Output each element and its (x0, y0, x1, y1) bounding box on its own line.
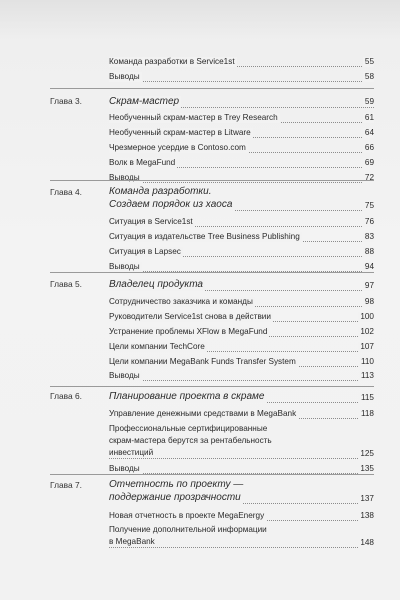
chapter-label: Глава 6. (50, 391, 82, 401)
toc-entry-page: 118 (360, 409, 374, 418)
chapter-title-line2: поддержание прозрачности (109, 492, 241, 503)
chapter-title: Планирование проекта в скраме (109, 391, 265, 402)
leader-dots (109, 547, 374, 548)
toc-entry-page: 64 (364, 128, 374, 137)
toc-entry-title: Ситуация в издательстве Tree Business Publishing (109, 232, 300, 241)
toc-entry-page: 58 (364, 72, 374, 81)
toc-entry-title: Необученный скрам-мастер в Litware (109, 128, 251, 137)
chapter-divider (50, 272, 374, 273)
chapter-divider (50, 180, 374, 181)
toc-entry-page: 66 (364, 143, 374, 152)
toc-entry-title: Устранение проблемы XFlow в MegaFund (109, 327, 268, 336)
toc-entry-page: 98 (364, 297, 374, 306)
toc-entry-title: Управление денежными средствами в MegaBank (109, 409, 297, 418)
toc-entry-page: 110 (360, 357, 374, 366)
toc-entry-title-line3: инвестиций (109, 448, 154, 457)
toc-entry-page: 107 (360, 342, 374, 351)
toc-entry-page: 88 (364, 247, 374, 256)
toc-entry-title: Выводы (109, 464, 140, 473)
chapter-page: 97 (364, 281, 374, 290)
toc-entry-title-line2: в MegaBank (109, 537, 155, 546)
toc-entry-title-line1: Профессиональные сертифицированные (109, 424, 268, 433)
toc-entry-title: Выводы (109, 72, 140, 81)
toc-entry-page: 94 (364, 262, 374, 271)
chapter-page: 115 (360, 393, 374, 402)
toc-entry-title: Ситуация в Lapsec (109, 247, 181, 256)
chapter-page: 75 (364, 201, 374, 210)
leader-dots (109, 458, 374, 459)
toc-entry-page: 83 (364, 232, 374, 241)
chapter-title: Команда разработки. (109, 186, 212, 197)
chapter-label: Глава 5. (50, 279, 82, 289)
toc-entry-title: Цели компании MegaBank Funds Transfer System (109, 357, 296, 366)
toc-entry-page: 102 (360, 327, 374, 336)
toc-entry-title: Волк в MegaFund (109, 158, 176, 167)
toc-entry-title: Ситуация в Service1st (109, 217, 193, 226)
toc-entry-title: Выводы (109, 173, 140, 182)
toc-entry-page: 100 (360, 312, 374, 321)
toc-entry-title: Выводы (109, 262, 140, 271)
chapter-divider (50, 386, 374, 387)
toc-entry-page: 113 (360, 371, 374, 380)
chapter-page: 59 (364, 97, 374, 106)
toc-entry-title-line1: Получение дополнительной информации (109, 525, 267, 534)
page-shadow (0, 0, 400, 40)
toc-entry-title-line2: скрам-мастера берутся за рентабельность (109, 436, 272, 445)
toc-entry-title: Руководители Service1st снова в действии (109, 312, 271, 321)
toc-entry-title: Чрезмерное усердие в Contoso.com (109, 143, 246, 152)
chapter-title-line2: Создаем порядок из хаоса (109, 199, 233, 210)
toc-entry-title: Новая отчетность в проекте MegaEnergy (109, 511, 265, 520)
leader-dots (109, 380, 374, 381)
toc-entry-title: Цели компании TechCore (109, 342, 205, 351)
toc-entry-page: 125 (360, 449, 374, 458)
toc-entry-page: 148 (360, 538, 374, 547)
toc-entry-title: Необученный скрам-мастер в Trey Research (109, 113, 278, 122)
chapter-page: 137 (360, 494, 374, 503)
toc-entry-page: 72 (364, 173, 374, 182)
toc-entry-page: 135 (360, 464, 374, 473)
chapter-label: Глава 4. (50, 187, 82, 197)
toc-entry-page: 61 (364, 113, 374, 122)
toc-entry-title: Выводы (109, 371, 140, 380)
chapter-title: Отчетность по проекту — (109, 479, 244, 490)
chapter-label: Глава 7. (50, 480, 82, 490)
toc-entry-page: 138 (360, 511, 374, 520)
chapter-divider (50, 474, 374, 475)
toc-entry-page: 55 (364, 57, 374, 66)
chapter-label: Глава 3. (50, 96, 82, 106)
toc-entry-page: 69 (364, 158, 374, 167)
chapter-divider (50, 88, 374, 89)
toc-entry-title: Команда разработки в Service1st (109, 57, 235, 66)
toc-entry-page: 76 (364, 217, 374, 226)
toc-entry-title: Сотрудничество заказчика и команды (109, 297, 253, 306)
leader-dots (109, 81, 374, 82)
chapter-title: Скрам-мастер (109, 96, 180, 107)
chapter-title: Владелец продукта (109, 279, 203, 290)
leader-dots (109, 182, 374, 183)
